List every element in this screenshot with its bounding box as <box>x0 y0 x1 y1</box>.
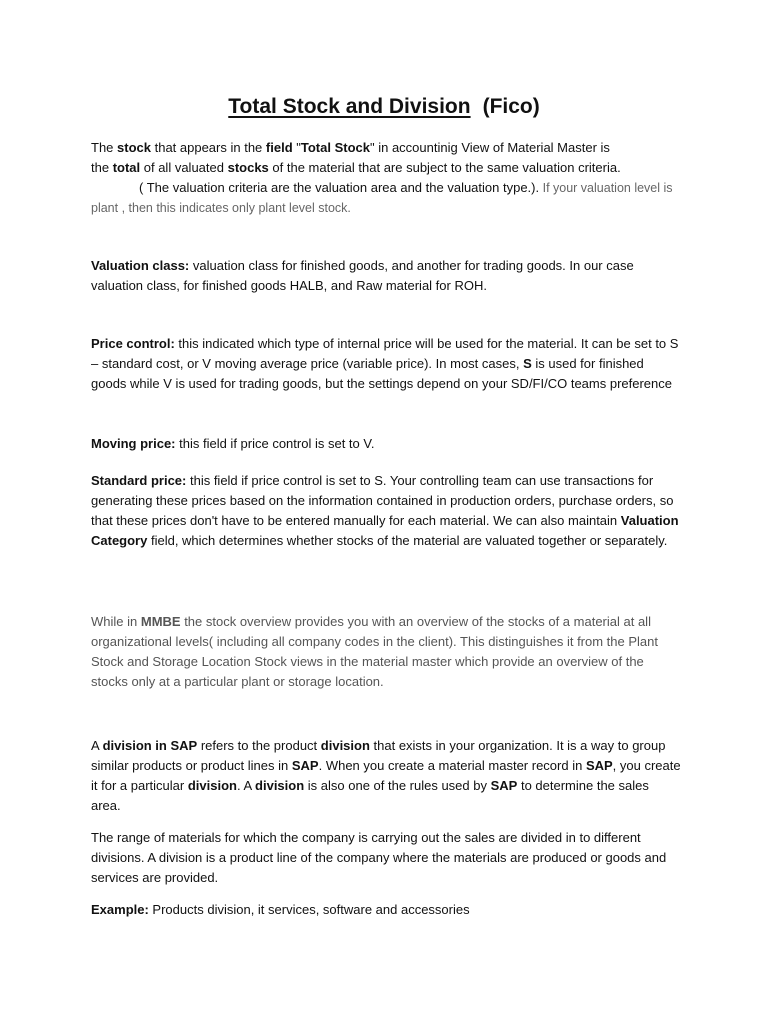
bold-text: SAP <box>490 778 518 793</box>
bold-text: Price control: <box>91 336 175 351</box>
bold-text: S <box>523 356 532 371</box>
text: " in accountinig View of Material Master is <box>369 140 610 155</box>
paragraph-total-stock <box>91 138 681 218</box>
text: refers to the product <box>197 738 321 753</box>
bold-text: Example: <box>91 902 149 917</box>
text: this indicated which type of internal price will be used for the material. It can be set to S – standard cost, or V moving average price (variable price). In most cases, <box>91 336 679 371</box>
text: of the material that are subject to the same valuation criteria. <box>268 160 621 175</box>
text: that appears in the <box>150 140 266 155</box>
bold-text: division in SAP <box>102 738 198 753</box>
paragraph-range-of-materials <box>91 828 681 888</box>
title-main: Total Stock and Division <box>228 95 471 118</box>
text: ( The valuation criteria are the valuation area and the valuation type.). <box>139 180 540 195</box>
text: that exists in your organization. It is a way to group similar products or product lines in <box>91 738 666 773</box>
bold-text: field <box>265 140 293 155</box>
title-suffix: (Fico) <box>482 95 540 118</box>
text: The range of materials for which the company is carrying out the sales are divided in to different divisions. A division is a product line of the company where the materials are produced or goods and services are provided. <box>91 830 667 885</box>
text: is also one of the rules used by <box>304 778 491 793</box>
bold-text: division <box>187 778 237 793</box>
text: this field if price control is set to V. <box>175 436 375 451</box>
text: The <box>91 140 118 155</box>
bold-text: total <box>112 160 141 175</box>
text: While in <box>91 614 141 629</box>
paragraph-moving-price <box>91 434 681 454</box>
text: this field if price control is set to S. Your controlling team can use transactions for generating these prices based on the information contained in production orders, purchase orders, so that these prices don't have to be entered manually for each material. We can also maintain <box>91 473 674 528</box>
bold-text: division <box>320 738 370 753</box>
bold-text: Total Stock <box>300 140 370 155</box>
text: the stock overview provides you with an overview of the stocks of a material at all organizational levels( including all company codes in the client). This distinguishes it from the Plant Stock and Storage Location Stock views in the material master which provide an overview of the stocks only at a particular plant or storage location. <box>91 614 658 689</box>
text: valuation class for finished goods, and another for trading goods. In our case valuation class, for finished goods HALB, and Raw material for ROH. <box>91 258 634 293</box>
text: " <box>292 140 301 155</box>
text: field, which determines whether stocks of the material are valuated together or separately. <box>147 533 668 548</box>
paragraph-example <box>91 900 681 920</box>
bold-text: division <box>255 778 305 793</box>
text: . When you create a material master record in <box>318 758 586 773</box>
text: the <box>91 160 113 175</box>
note-text: If your valuation level is plant , then this indicates only plant level stock. <box>91 181 673 215</box>
bold-text: SAP <box>291 758 319 773</box>
paragraph-standard-price <box>91 471 681 551</box>
text: , you create it for a particular <box>91 758 681 793</box>
bold-text: stock <box>117 140 151 155</box>
text: A <box>91 738 103 753</box>
text: . A <box>236 778 256 793</box>
bold-text: SAP <box>585 758 613 773</box>
bold-text: MMBE <box>140 614 181 629</box>
paragraph-mmbe <box>91 612 681 692</box>
text: of all valuated <box>140 160 228 175</box>
paragraph-division <box>91 736 681 816</box>
text: Products division, it services, software and accessories <box>148 902 470 917</box>
bold-text: Valuation Category <box>91 513 679 548</box>
text: to determine the sales area. <box>91 778 649 813</box>
bold-text: Valuation class: <box>91 258 190 273</box>
document-title <box>0 92 768 122</box>
paragraph-price-control <box>91 334 681 394</box>
paragraph-valuation-class <box>91 256 681 296</box>
bold-text: Standard price: <box>91 473 187 488</box>
text: is used for finished goods while V is used for trading goods, but the settings depend on your SD/FI/CO teams preference <box>91 356 672 391</box>
bold-text: Moving price: <box>91 436 176 451</box>
bold-text: stocks <box>227 160 269 175</box>
